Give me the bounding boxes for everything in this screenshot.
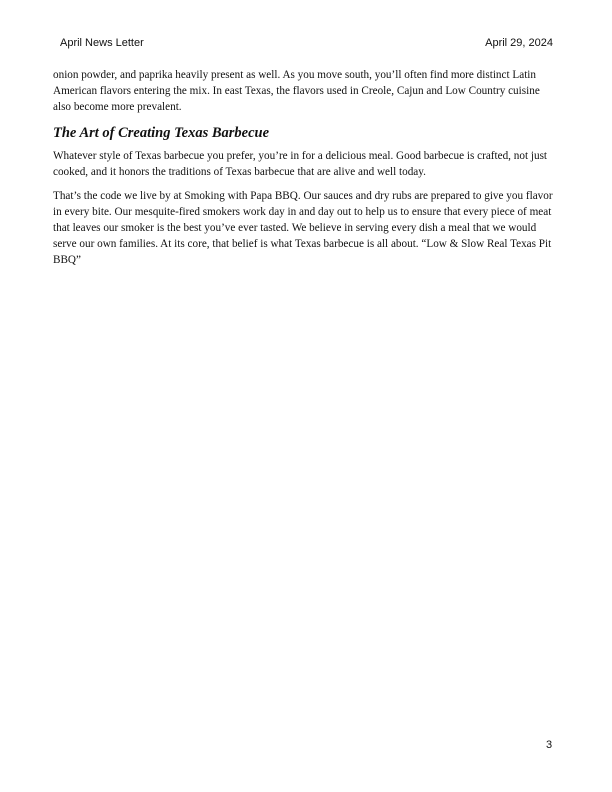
section-heading: The Art of Creating Texas Barbecue <box>53 125 270 141</box>
body-paragraph-1: onion powder, and paprika heavily present as well. As you move south, you’ll often find more distinct Latin American flavors entering the mix. In east Texas, the flavors used in Creole, Cajun and Low Country cuisine also become more prevalent. <box>53 69 540 113</box>
body-paragraph-3: That’s the code we live by at Smoking with Papa BBQ. Our sauces and dry rubs are prepared to give you flavor in every bite. Our mesquite-fired smokers work day in and day out to help us to ensure that every piece of meat that leaves our smoker is the best you’ve ever tasted. We believe in serving every dish a meal that we would serve our own families. At its core, that belief is what Texas barbecue is all about. “Low & Slow Real Texas Pit BBQ” <box>53 190 553 266</box>
page-number: 3 <box>546 739 553 751</box>
newsletter-date: April 29, 2024 <box>485 37 553 49</box>
newsletter-title: April News Letter <box>60 37 144 49</box>
body-paragraph-2: Whatever style of Texas barbecue you prefer, you’re in for a delicious meal. Good barbecue is crafted, not just cooked, and it honors the traditions of Texas barbecue that are alive and well today. <box>53 150 548 178</box>
